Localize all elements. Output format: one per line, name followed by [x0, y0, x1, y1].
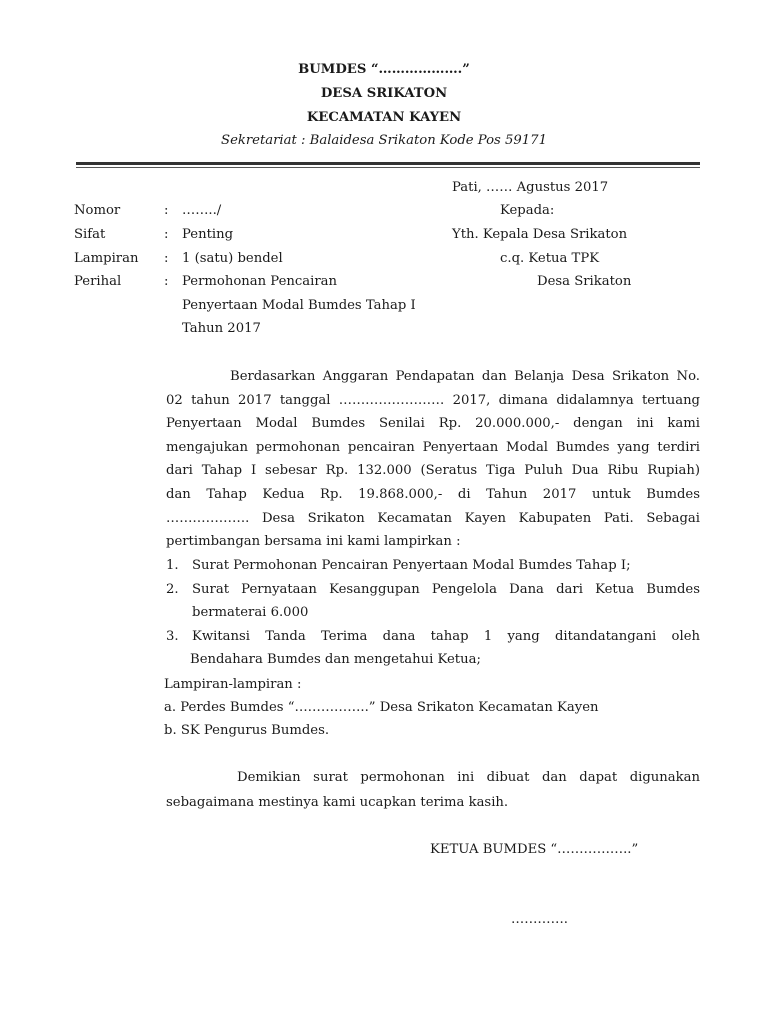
list-number: 3.: [166, 629, 179, 644]
letterhead-divider-thin: [76, 167, 700, 168]
body-line: ………………. Desa Srikaton Kecamatan Kayen Kabupaten Pati. Sebagai: [166, 511, 700, 526]
body-line: mengajukan permohonan pencairan Penyertaan Modal Bumdes yang terdiri: [166, 440, 700, 455]
letterhead-secretariat: Sekretariat : Balaidesa Srikaton Kode Pos 59171: [221, 133, 547, 148]
field-colon: :: [164, 251, 169, 266]
field-colon: :: [164, 203, 169, 218]
closing-line: sebagaimana mestinya kami ucapkan terima kasih.: [166, 795, 509, 810]
field-value-nomor: ……../: [182, 203, 222, 218]
field-value-sifat: Penting: [182, 227, 234, 242]
recipient-yth: Yth. Kepala Desa Srikaton: [452, 227, 628, 242]
body-line: 02 tahun 2017 tanggal …………………… 2017, dimana didalamnya tertuang: [166, 393, 700, 408]
list-number: 2.: [166, 582, 179, 597]
field-label-sifat: Sifat: [74, 227, 106, 242]
list-item: Bendahara Bumdes dan mengetahui Ketua;: [190, 652, 481, 667]
letterhead-line-2: DESA SRIKATON: [320, 86, 448, 101]
signature-title: KETUA BUMDES “……………..”: [430, 842, 639, 857]
field-colon: :: [164, 227, 169, 242]
field-label-perihal: Perihal: [74, 274, 122, 289]
closing-line: Demikian surat permohonan ini dibuat dan dapat digunakan: [237, 770, 700, 785]
body-line: pertimbangan bersama ini kami lampirkan :: [166, 534, 461, 549]
field-label-nomor: Nomor: [74, 203, 121, 218]
letterhead-line-3: KECAMATAN KAYEN: [306, 110, 462, 125]
body-line: dari Tahap I sebesar Rp. 132.000 (Seratus Tiga Puluh Dua Ribu Rupiah): [166, 463, 700, 478]
body-line: dan Tahap Kedua Rp. 19.868.000,- di Tahun 2017 untuk Bumdes: [166, 487, 700, 502]
field-value-perihal-cont: Penyertaan Modal Bumdes Tahap I: [182, 298, 416, 313]
letterhead-line-1: BUMDES “……………….”: [298, 62, 470, 77]
list-number: 1.: [166, 558, 179, 573]
letter-date: Pati, …… Agustus 2017: [452, 180, 609, 195]
field-value-perihal: Permohonan Pencairan: [182, 274, 338, 289]
field-colon: :: [164, 274, 169, 289]
body-line: Berdasarkan Anggaran Pendapatan dan Belanja Desa Srikaton No.: [230, 369, 700, 384]
recipient-cq: c.q. Ketua TPK: [500, 251, 600, 266]
letterhead-divider: [76, 162, 700, 165]
field-value-lampiran: 1 (satu) bendel: [182, 251, 283, 266]
attachment-a: a. Perdes Bumdes “……………..” Desa Srikaton Kecamatan Kayen: [164, 700, 599, 715]
list-item: bermaterai 6.000: [192, 605, 309, 620]
recipient-desa: Desa Srikaton: [537, 274, 632, 289]
body-line: Penyertaan Modal Bumdes Senilai Rp. 20.000.000,- dengan ini kami: [166, 416, 700, 431]
field-label-lampiran: Lampiran: [74, 251, 139, 266]
list-item: Kwitansi Tanda Terima dana tahap 1 yang ditandatangani oleh: [192, 629, 700, 644]
recipient-kepada: Kepada:: [500, 203, 555, 218]
field-value-perihal-cont: Tahun 2017: [182, 321, 261, 336]
list-item: Surat Pernyataan Kesanggupan Pengelola Dana dari Ketua Bumdes: [192, 582, 700, 597]
signature-name: ………….: [511, 912, 568, 927]
attachment-b: b. SK Pengurus Bumdes.: [164, 723, 330, 738]
attachments-heading: Lampiran-lampiran :: [164, 677, 302, 692]
list-item: Surat Permohonan Pencairan Penyertaan Modal Bumdes Tahap I;: [192, 558, 631, 573]
